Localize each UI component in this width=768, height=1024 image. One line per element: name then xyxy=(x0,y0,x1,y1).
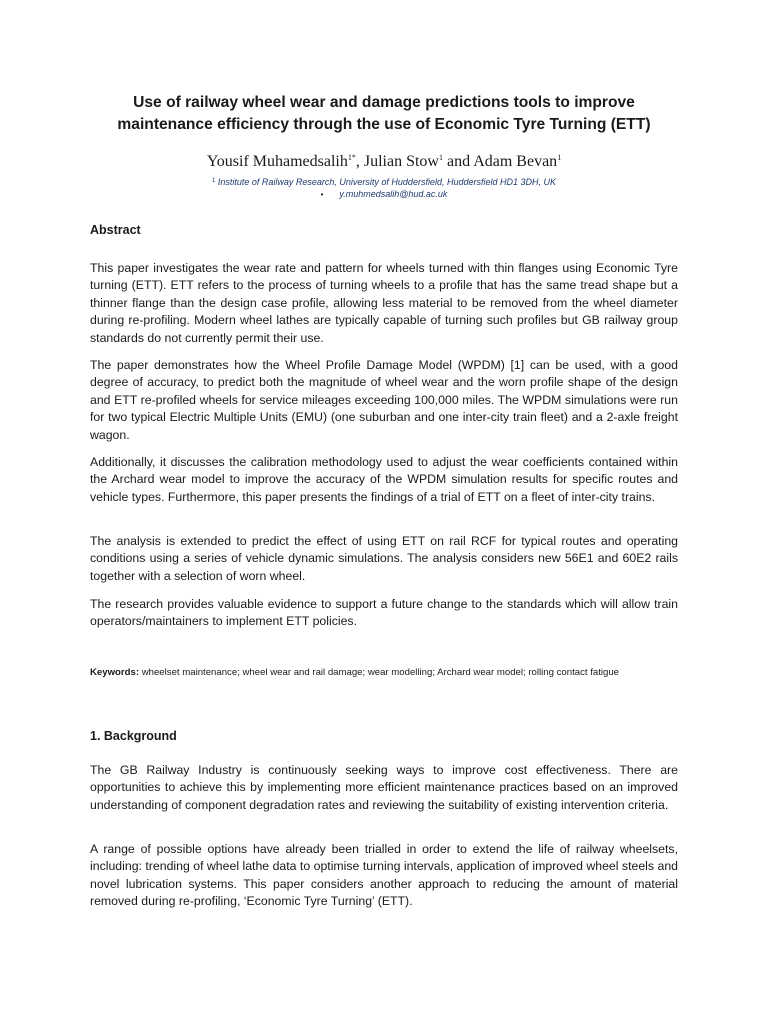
author-name: Yousif Muhamedsalih xyxy=(206,153,348,170)
abstract-paragraph: This paper investigates the wear rate and pattern for wheels turned with thin flanges using Economic Tyre turning (ETT). ETT refers to the process of turning wheels to a profile that has the same tread shape but a thinner flange than the design case profile, allowing less material to be removed from the wheel diameter during re-profiling. Modern wheel lathes are typically capable of turning such profiles but GB railway group standards do not currently permit their use. xyxy=(90,261,678,345)
corresponding-email xyxy=(0,189,768,199)
abstract-paragraph: The research provides valuable evidence to support a future change to the standards which will allow train operators/maintainers to implement ETT policies. xyxy=(90,597,678,629)
author-name: Julian Stow xyxy=(363,153,439,170)
body-paragraph: The GB Railway Industry is continuously seeking ways to improve cost effectiveness. There are opportunities to achieve this by implementing more efficient maintenance practices based on an improved understanding of component degradation rates and reviewing the suitability of existing intervention criteria. xyxy=(90,763,678,812)
abstract-paragraph: The paper demonstrates how the Wheel Profile Damage Model (WPDM) [1] can be used, with a good degree of accuracy, to predict both the magnitude of wheel wear and the worn profile shape of the design and ETT re-profiled wheels for service mileages exceeding 100,000 miles. The WPDM simulations were run for two typical Electric Multiple Units (EMU) (one suburban and one inter-city train fleet) and a 2-axle freight wagon. xyxy=(90,358,678,442)
bullet-icon: • xyxy=(320,190,324,199)
affiliation-mark: 1 xyxy=(212,178,216,184)
paper-title: Use of railway wheel wear and damage predictions tools to improve maintenance efficiency through the use of Economic Tyre Turning (ETT) xyxy=(117,94,651,133)
body-paragraph: A range of possible options have already been trialled in order to extend the life of railway wheelsets, including: trending of wheel lathe data to optimise turning intervals, application of improved wheel steels and novel lubrication systems. This paper considers another approach to reducing the amount of material removed during re-profiling, ‘Economic Tyre Turning’ (ETT). xyxy=(90,842,678,909)
author-affiliation-mark: 1* xyxy=(347,153,356,162)
affiliation xyxy=(0,177,768,187)
affiliation-text: Institute of Railway Research, University of Huddersfield, Huddersfield HD1 3DH, UK xyxy=(217,177,556,187)
keywords-text: wheelset maintenance; wheel wear and rail damage; wear modelling; Archard wear model; rolling contact fatigue xyxy=(139,667,619,678)
abstract-paragraph: The analysis is extended to predict the effect of using ETT on rail RCF for typical routes and operating conditions using a series of vehicle dynamic simulations. The analysis considers new 56E1 and 60E2 rails together with a selection of worn wheel. xyxy=(90,534,678,583)
author-affiliation-mark: 1 xyxy=(438,153,443,162)
author-affiliation-mark: 1 xyxy=(557,153,562,162)
section-heading-background: 1. Background xyxy=(90,729,177,743)
abstract-paragraph: Additionally, it discusses the calibration methodology used to adjust the wear coefficients contained within the Archard wear model to improve the accuracy of the WPDM simulation results for specific routes and vehicle types. Furthermore, this paper presents the findings of a trial of ETT on a fleet of inter-city trains. xyxy=(90,455,678,504)
author-name: Adam Bevan xyxy=(473,153,558,170)
author-separator: , xyxy=(355,153,364,170)
author-list xyxy=(0,153,768,171)
keywords-line xyxy=(90,667,690,678)
author-separator: and xyxy=(442,153,474,170)
email-address: y.muhmedsalih@hud.ac.uk xyxy=(339,189,448,199)
keywords-label: Keywords: xyxy=(90,667,140,678)
abstract-heading: Abstract xyxy=(90,223,141,237)
